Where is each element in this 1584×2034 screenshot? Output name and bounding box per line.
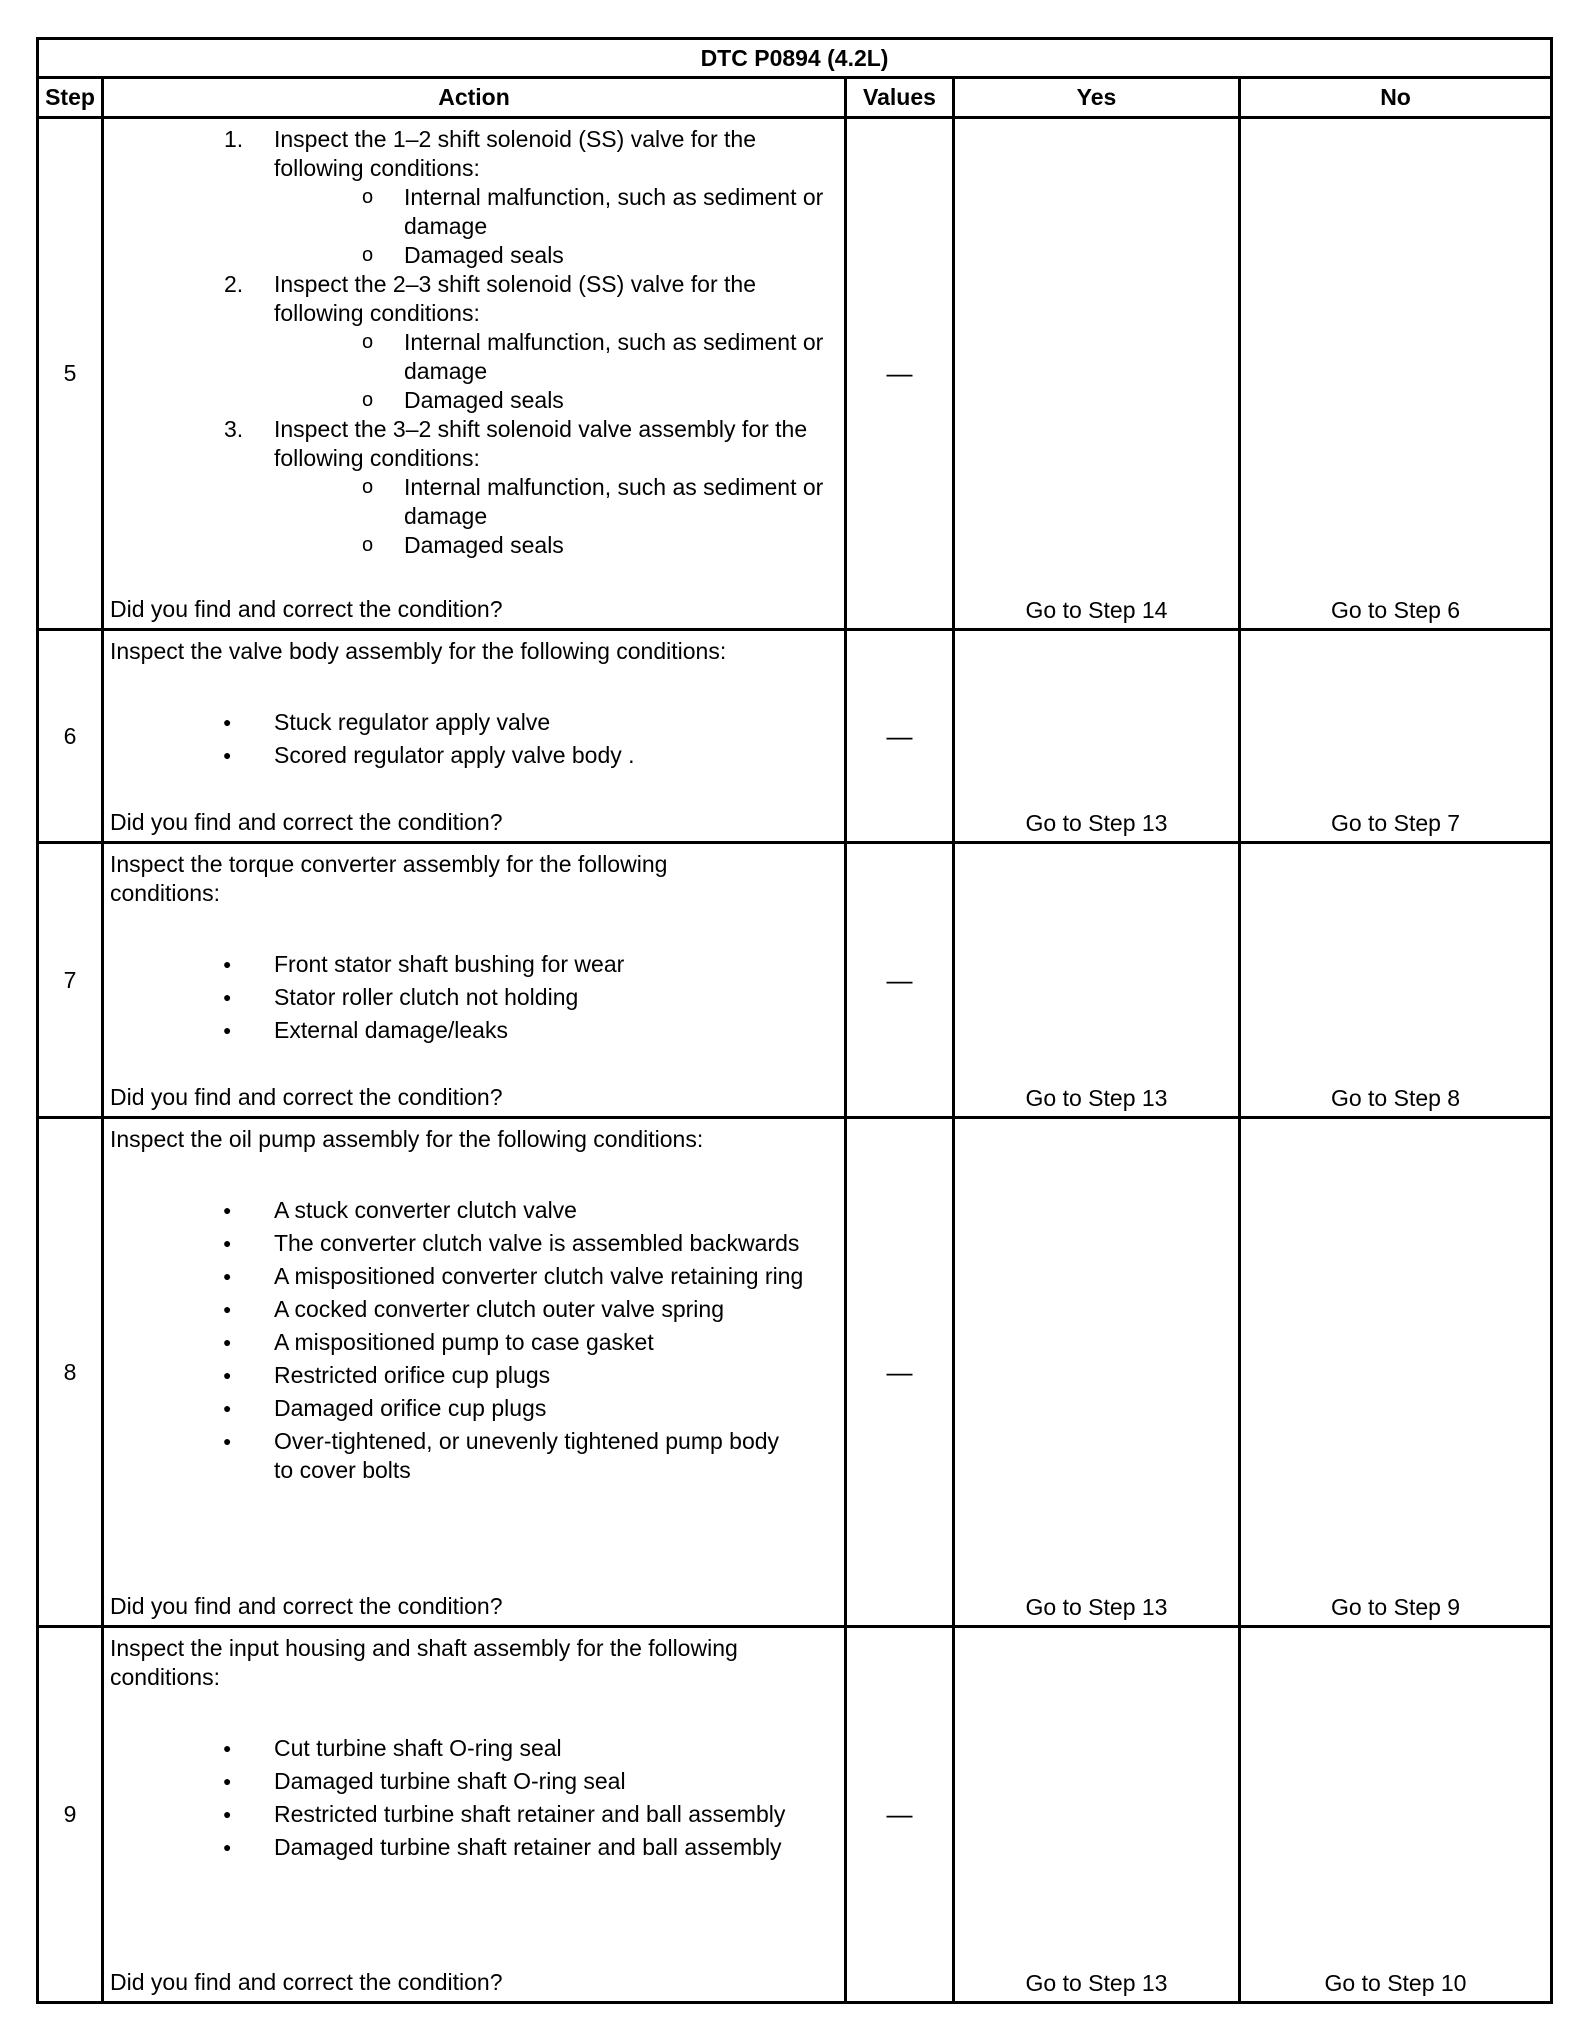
list-item: ● A mispositioned pump to case gasket (104, 1326, 804, 1359)
table-title: DTC P0894 (4.2L) (38, 39, 1552, 78)
table-row (38, 1118, 1552, 1627)
no-cell (1240, 1627, 1552, 2003)
bullet-list (104, 948, 844, 1047)
list-item: ● Cut turbine shaft O-ring seal (104, 1732, 844, 1765)
sub-item (104, 531, 844, 560)
dtc-table (36, 37, 1553, 2004)
list-item: ● Front stator shaft bushing for wear (104, 948, 844, 981)
item-number: 2. (224, 271, 244, 297)
list-item: ● A stuck converter clutch valve (104, 1194, 804, 1227)
yes-goto: Go to Step 13 (1025, 810, 1168, 836)
header-no: No (1240, 78, 1552, 118)
list-item: ● External damage/leaks (104, 1014, 844, 1047)
no-cell (1240, 118, 1552, 630)
sub-item (104, 473, 844, 531)
values-cell: — (846, 1627, 954, 2003)
list-item: ● Restricted orifice cup plugs (104, 1359, 804, 1392)
values-cell: — (846, 843, 954, 1118)
yes-goto: Go to Step 13 (1025, 1085, 1168, 1111)
sub-item-text: Internal malfunction, such as sediment or damage (404, 329, 824, 384)
list-item: ● The converter clutch valve is assembled backwards (104, 1227, 804, 1260)
no-cell (1240, 843, 1552, 1118)
circle-marker-icon: o (362, 389, 374, 411)
sub-item (104, 183, 844, 241)
list-item: ● A mispositioned converter clutch valve retaining ring (104, 1260, 804, 1293)
sub-item (104, 328, 844, 386)
sub-item (104, 386, 844, 415)
action-cell (103, 1118, 846, 1627)
no-cell (1240, 1118, 1552, 1627)
circle-marker-icon: o (362, 244, 374, 266)
list-item: ● Damaged turbine shaft O-ring seal (104, 1765, 844, 1798)
question-text: Did you find and correct the condition? (110, 1084, 503, 1110)
item-text: Inspect the 1–2 shift solenoid (SS) valve for the following conditions: (274, 126, 756, 181)
list-item: ● Over-tightened, or unevenly tightened pump body to cover bolts (104, 1425, 804, 1485)
action-cell (103, 1627, 846, 2003)
yes-cell (954, 843, 1240, 1118)
bullet-list (104, 1732, 844, 1864)
question-text: Did you find and correct the condition? (110, 1593, 503, 1619)
list-item (104, 415, 844, 560)
sub-item-text: Damaged seals (404, 532, 564, 558)
item-number: 3. (224, 416, 244, 442)
item-text: Inspect the 2–3 shift solenoid (SS) valve for the following conditions: (274, 271, 756, 326)
yes-cell (954, 118, 1240, 630)
intro-text: Inspect the valve body assembly for the following conditions: (110, 638, 727, 664)
sub-item-text: Internal malfunction, such as sediment or damage (404, 474, 824, 529)
step-number: 6 (38, 630, 103, 843)
list-item (104, 125, 844, 270)
bullet-list (104, 706, 844, 772)
header-action: Action (103, 78, 846, 118)
step-number: 7 (38, 843, 103, 1118)
no-goto: Go to Step 8 (1330, 1085, 1461, 1111)
step-number: 5 (38, 118, 103, 630)
question-text: Did you find and correct the condition? (110, 1969, 503, 1995)
no-goto: Go to Step 9 (1330, 1594, 1461, 1620)
list-item (104, 270, 844, 415)
yes-goto: Go to Step 13 (1025, 1970, 1168, 1996)
table-row (38, 118, 1552, 630)
header-step: Step (38, 78, 103, 118)
circle-marker-icon: o (362, 331, 374, 353)
no-goto: Go to Step 6 (1330, 597, 1461, 623)
no-goto: Go to Step 10 (1324, 1970, 1467, 1996)
action-cell (103, 118, 846, 630)
values-cell: — (846, 1118, 954, 1627)
circle-marker-icon: o (362, 186, 374, 208)
header-yes: Yes (954, 78, 1240, 118)
step-number: 8 (38, 1118, 103, 1627)
item-text: Inspect the 3–2 shift solenoid valve assembly for the following conditions: (274, 416, 808, 471)
circle-marker-icon: o (362, 476, 374, 498)
values-cell: — (846, 630, 954, 843)
bullet-list (104, 1194, 844, 1485)
item-number: 1. (224, 126, 244, 152)
list-item: ● A cocked converter clutch outer valve spring (104, 1293, 804, 1326)
intro-text: Inspect the torque converter assembly for the following conditions: (110, 851, 668, 906)
table-row (38, 843, 1552, 1118)
yes-cell (954, 630, 1240, 843)
list-item: ● Stator roller clutch not holding (104, 981, 844, 1014)
intro-text: Inspect the oil pump assembly for the following conditions: (110, 1126, 704, 1152)
sub-item-text: Damaged seals (404, 387, 564, 413)
action-cell (103, 630, 846, 843)
numbered-list (104, 119, 844, 560)
list-item: ● Restricted turbine shaft retainer and ball assembly (104, 1798, 844, 1831)
table-row (38, 1627, 1552, 2003)
list-item: ● Stuck regulator apply valve (104, 706, 844, 739)
question-text: Did you find and correct the condition? (110, 809, 503, 835)
values-cell: — (846, 118, 954, 630)
intro-text: Inspect the input housing and shaft assembly for the following conditions: (110, 1635, 738, 1690)
list-item: ● Damaged orifice cup plugs (104, 1392, 804, 1425)
list-item: ● Damaged turbine shaft retainer and ball assembly (104, 1831, 844, 1864)
yes-cell (954, 1118, 1240, 1627)
sub-item (104, 241, 844, 270)
yes-goto: Go to Step 13 (1025, 1594, 1168, 1620)
no-goto: Go to Step 7 (1330, 810, 1461, 836)
sub-item-text: Damaged seals (404, 242, 564, 268)
list-item: ● Scored regulator apply valve body . (104, 739, 844, 772)
sub-item-text: Internal malfunction, such as sediment or damage (404, 184, 824, 239)
yes-goto: Go to Step 14 (1025, 597, 1168, 623)
no-cell (1240, 630, 1552, 843)
table-row (38, 630, 1552, 843)
step-number: 9 (38, 1627, 103, 2003)
header-values: Values (846, 78, 954, 118)
circle-marker-icon: o (362, 534, 374, 556)
action-cell (103, 843, 846, 1118)
question-text: Did you find and correct the condition? (110, 596, 503, 622)
yes-cell (954, 1627, 1240, 2003)
